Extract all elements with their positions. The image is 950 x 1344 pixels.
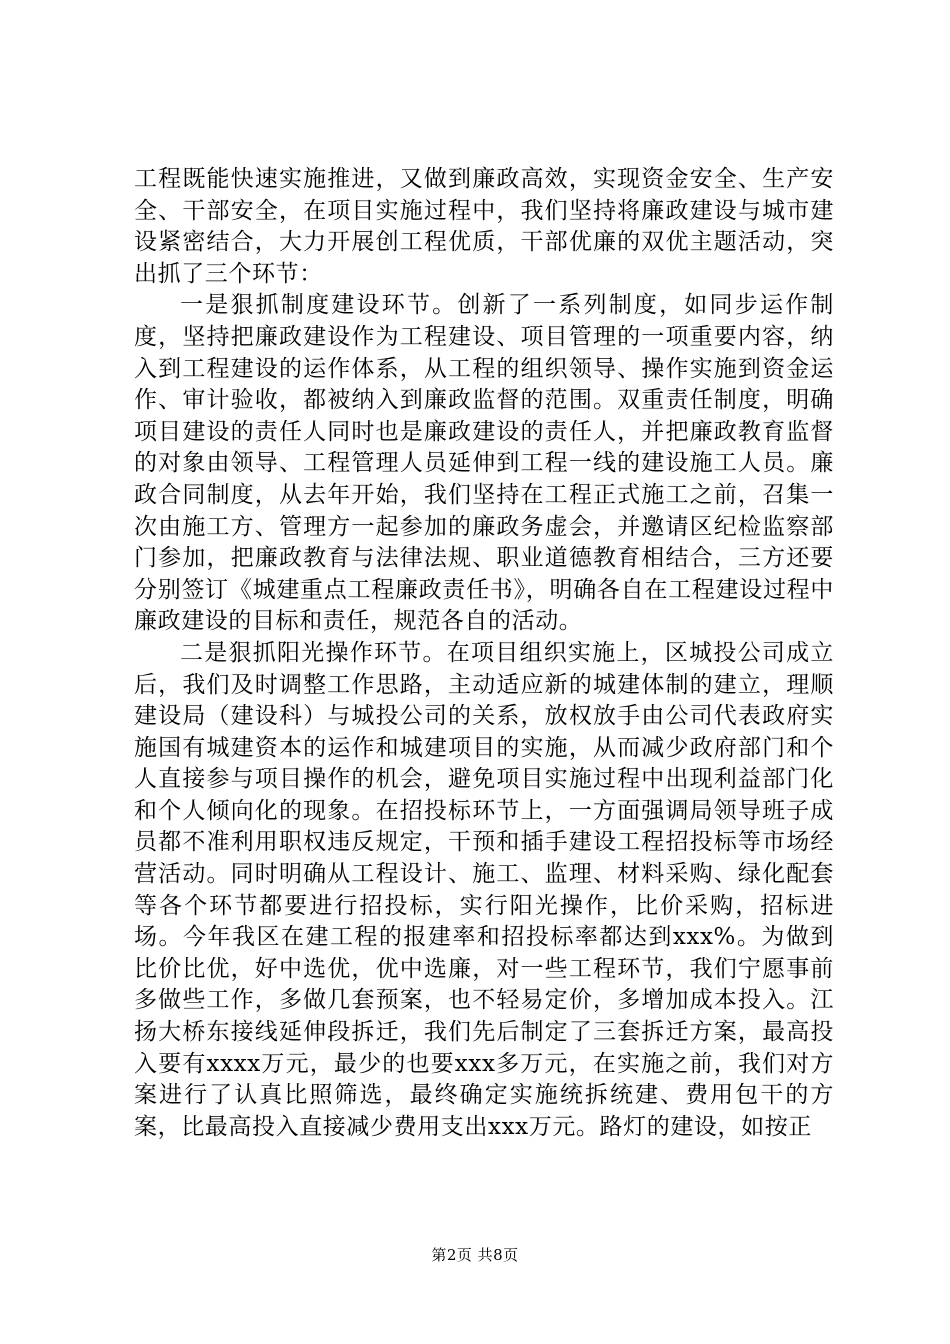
page-footer [0,1244,950,1265]
paragraph-system-building: 一是狠抓制度建设环节。创新了一系列制度，如同步运作制度，坚持把廉政建设作为工程建设、项目管理的一项重要内容，纳入到工程建设的运作体系，从工程的组织领导、操作实施到资金运作、审计验收，都被纳入到廉政监督的范围。双重责任制度，明确项目建设的责任人同时也是廉政建设的责任人，并把廉政教育监督的对象由领导、工程管理人员延伸到工程一线的建设施工人员。廉政合同制度，从去年开始，我们坚持在工程正式施工之前，召集一次由施工方、管理方一起参加的廉政务虚会，并邀请区纪检监察部门参加，把廉政教育与法律法规、职业道德教育相结合，三方还要分别签订《城建重点工程廉政责任书》，明确各自在工程建设过程中廉政建设的目标和责任，规范各自的活动。 [134,292,834,635]
document-body [134,164,834,1143]
paragraph-intro: 工程既能快速实施推进，又做到廉政高效，实现资金安全、生产安全、干部安全，在项目实施过程中，我们坚持将廉政建设与城市建设紧密结合，大力开展创工程优质，干部优廉的双优主题活动，突出抓了三个环节： [134,166,834,287]
paragraph-sunshine-operation: 二是狠抓阳光操作环节。在项目组织实施上，区城投公司成立后，我们及时调整工作思路，主动适应新的城建体制的建立，理顺建设局（建设科）与城投公司的关系，放权放手由公司代表政府实施国有城建资本的运作和城建项目的实施，从而减少政府部门和个人直接参与项目操作的机会，避免项目实施过程中出现利益部门化和个人倾向化的现象。在招投标环节上，一方面强调局领导班子成员都不准利用职权违反规定，干预和插手建设工程招投标等市场经营活动。同时明确从工程设计、施工、监理、材料采购、绿化配套等各个环节都要进行招投标，实行阳光操作，比价采购，招标进场。今年我区在建工程的报建率和招投标率都达到xxx%。为做到比价比优，好中选优，优中选廉，对一些工程环节，我们宁愿事前多做些工作，多做几套预案，也不轻易定价，多增加成本投入。江扬大桥东接线延伸段拆迁，我们先后制定了三套拆迁方案，最高投入要有xxxx万元，最少的也要xxx多万元，在实施之前，我们对方案进行了认真比照筛选，最终确定实施统拆统建、费用包干的方案，比最高投入直接减少费用支出xxx万元。路灯的建设，如按正 [134,639,834,1140]
page-number: 第2页 共8页 [431,1246,519,1264]
